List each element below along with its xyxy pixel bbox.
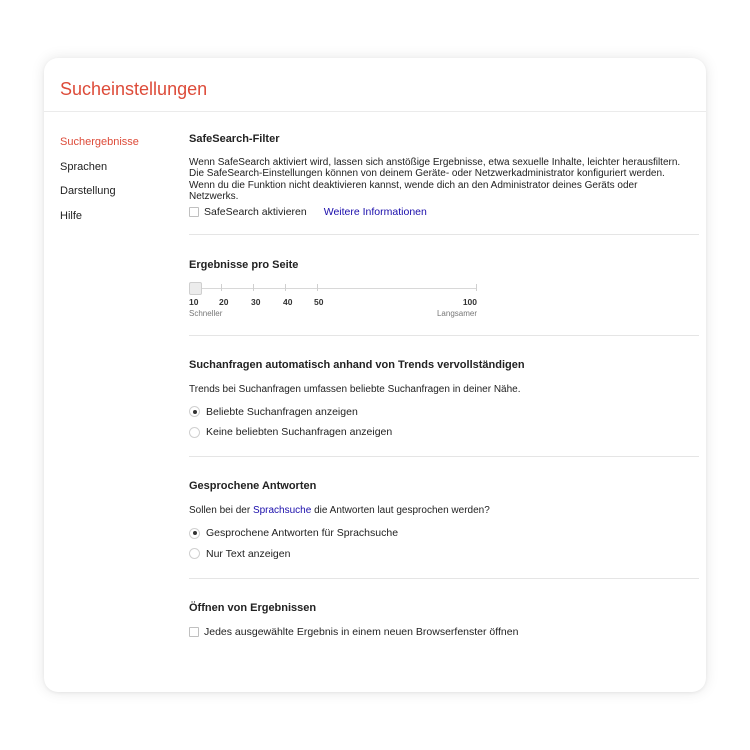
sidebar-item-hilfe[interactable]: Hilfe (60, 209, 83, 222)
results-per-page-title: Ergebnisse pro Seite (189, 259, 299, 272)
radio-label[interactable]: Keine beliebten Suchanfragen anzeigen (206, 426, 393, 439)
slider-tick-labels (189, 297, 479, 309)
safesearch-row (189, 206, 699, 218)
tick-label: 10 (189, 297, 199, 308)
tick-label: 50 (314, 297, 324, 308)
radio-button[interactable] (189, 528, 200, 539)
safesearch-description: Wenn SafeSearch aktiviert wird, lassen sich anstößige Ergebnisse, etwa sexuelle Inhalte, leichter herausfiltern. Die SafeSearch-Einstellungen können von deinem Geräte- oder Netzwerkadministrator konfiguriert werden. Wenn du die Funktion nicht deaktivieren kannst, wende dich an den Administrator deines Geräts oder Netzwerks. (189, 157, 681, 202)
slider-tick (476, 284, 477, 291)
slower-label: Langsamer (436, 309, 477, 319)
settings-main (189, 132, 699, 638)
radio-button[interactable] (189, 406, 200, 417)
sidebar-item-sprachen[interactable]: Sprachen (60, 160, 108, 173)
results-slider[interactable] (189, 282, 479, 296)
safesearch-checkbox[interactable] (189, 207, 199, 217)
sidebar-item-darstellung[interactable]: Darstellung (60, 185, 116, 197)
autocomplete-option[interactable] (189, 422, 699, 443)
spoken-option[interactable] (189, 523, 699, 544)
autocomplete-description: Trends bei Suchanfragen umfassen beliebte Suchanfragen in deiner Nähe. (189, 384, 521, 396)
open-results-section (189, 601, 699, 638)
results-per-page-section (189, 258, 699, 319)
tick-label: 40 (283, 297, 293, 308)
section-divider (189, 234, 699, 235)
radio-label[interactable]: Gesprochene Antworten für Sprachsuche (206, 527, 399, 540)
tick-label: 30 (251, 297, 261, 308)
autocomplete-option[interactable] (189, 401, 699, 422)
slider-tick (253, 284, 254, 291)
sidebar (60, 134, 180, 232)
radio-button[interactable] (189, 427, 200, 438)
spoken-description (189, 505, 699, 516)
autocomplete-title: Suchanfragen automatisch anhand von Trends vervollständigen (189, 359, 525, 372)
slider-handle[interactable] (189, 282, 202, 295)
spoken-section (189, 479, 699, 563)
slider-speed-labels (189, 309, 479, 319)
spoken-desc-after: die Antworten laut gesprochen werden? (311, 505, 490, 517)
faster-label: Schneller (189, 309, 223, 319)
radio-button[interactable] (189, 548, 200, 559)
spoken-option[interactable] (189, 543, 699, 564)
radio-label[interactable]: Nur Text anzeigen (206, 547, 291, 560)
new-window-checkbox[interactable] (189, 627, 199, 637)
header-divider (44, 111, 706, 112)
section-divider (189, 578, 699, 579)
slider-tick (317, 284, 318, 291)
safesearch-checkbox-label[interactable]: SafeSearch aktivieren (204, 206, 307, 219)
slider-tick (221, 284, 222, 291)
safesearch-section (189, 132, 699, 218)
slider-track (191, 288, 477, 289)
open-results-row (189, 626, 699, 638)
radio-label[interactable]: Beliebte Suchanfragen anzeigen (206, 405, 358, 418)
page-title: Sucheinstellungen (60, 79, 208, 99)
spoken-title: Gesprochene Antworten (189, 480, 317, 493)
voice-search-link[interactable]: Sprachsuche (252, 505, 312, 517)
sidebar-item-suchergebnisse[interactable]: Suchergebnisse (60, 136, 139, 148)
slider-tick (285, 284, 286, 291)
safesearch-title: SafeSearch-Filter (189, 133, 280, 145)
settings-card (44, 58, 706, 692)
section-divider (189, 335, 699, 336)
more-info-link[interactable]: Weitere Informationen (323, 206, 427, 219)
spoken-desc-before: Sollen bei der (189, 505, 253, 517)
section-divider (189, 456, 699, 457)
tick-label: 100 (462, 297, 477, 308)
open-results-title: Öffnen von Ergebnissen (189, 601, 317, 614)
autocomplete-section (189, 358, 699, 442)
new-window-checkbox-label[interactable]: Jedes ausgewählte Ergebnis in einem neuen Browserfenster öffnen (204, 625, 519, 638)
tick-label: 20 (219, 297, 229, 308)
